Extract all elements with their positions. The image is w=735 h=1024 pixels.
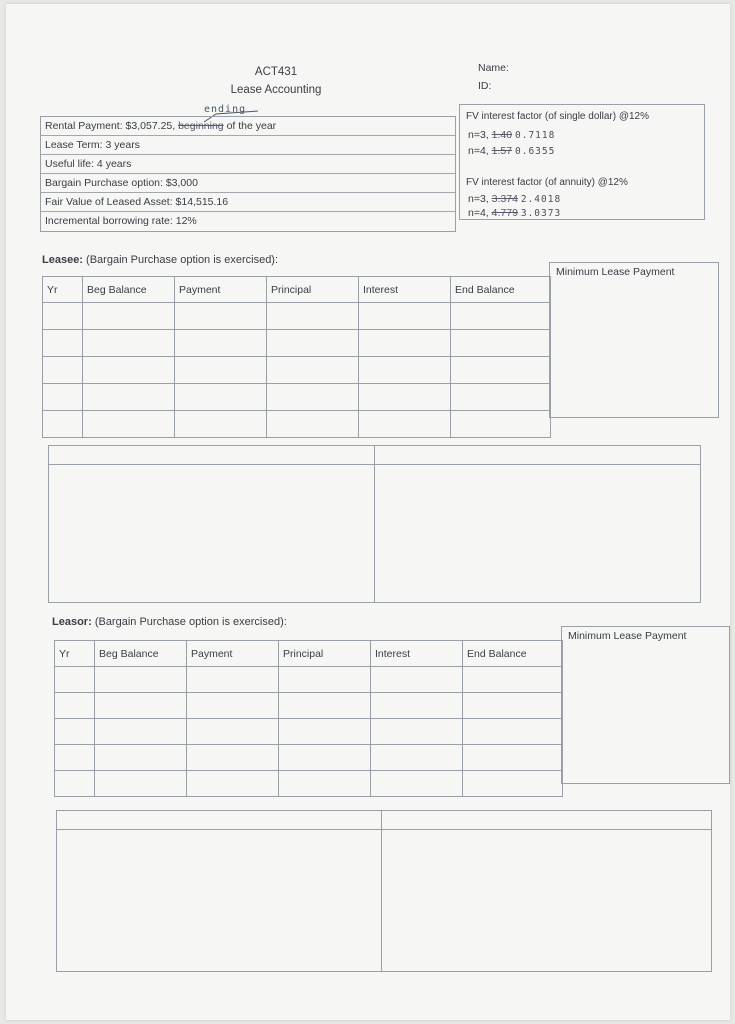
cell[interactable] xyxy=(359,384,451,411)
rental-payment-text: Rental Payment: $3,057.25, xyxy=(45,120,176,132)
col-payment: Payment xyxy=(175,277,267,303)
cell[interactable] xyxy=(55,667,95,693)
annuity-factor-title: FV interest factor (of annuity) @12% xyxy=(466,177,628,188)
cell[interactable] xyxy=(43,411,83,438)
notes-divider xyxy=(381,811,382,971)
struck-value: 1.57 xyxy=(491,145,513,157)
cell[interactable] xyxy=(43,330,83,357)
cell[interactable] xyxy=(187,771,279,797)
annuity-factor-n4 xyxy=(468,207,561,219)
rental-payment-row xyxy=(41,117,455,136)
lessee-mlp-box[interactable] xyxy=(549,262,719,418)
cell[interactable] xyxy=(451,384,551,411)
handwritten-correction: ending xyxy=(204,104,247,115)
cell[interactable] xyxy=(43,357,83,384)
cell[interactable] xyxy=(463,667,563,693)
table-row xyxy=(43,357,551,384)
col-beg-balance: Beg Balance xyxy=(95,641,187,667)
rental-suffix: of the year xyxy=(226,120,277,132)
cell[interactable] xyxy=(43,384,83,411)
handwritten-value: 0.7118 xyxy=(515,130,556,141)
cell[interactable] xyxy=(359,357,451,384)
col-interest: Interest xyxy=(371,641,463,667)
interest-factors-box xyxy=(459,104,705,220)
cell[interactable] xyxy=(279,667,371,693)
id-label: ID: xyxy=(478,80,492,92)
col-beg-balance: Beg Balance xyxy=(83,277,175,303)
cell[interactable] xyxy=(175,384,267,411)
cell[interactable] xyxy=(279,719,371,745)
lessor-mlp-box[interactable] xyxy=(561,626,730,784)
table-header-row xyxy=(55,641,563,667)
lessee-notes-box[interactable] xyxy=(48,445,701,603)
cell[interactable] xyxy=(175,303,267,330)
course-code: ACT431 xyxy=(254,66,298,78)
cell[interactable] xyxy=(83,411,175,438)
worksheet-topic: Lease Accounting xyxy=(230,84,322,96)
lease-info-box xyxy=(40,116,456,232)
cell[interactable] xyxy=(95,745,187,771)
col-payment: Payment xyxy=(187,641,279,667)
cell[interactable] xyxy=(187,719,279,745)
cell[interactable] xyxy=(267,330,359,357)
struck-beginning: beginning xyxy=(178,120,224,132)
fair-value-row: Fair Value of Leased Asset: $14,515.16 xyxy=(41,193,455,212)
annuity-factor-n3 xyxy=(468,193,561,205)
struck-value: 1.40 xyxy=(491,129,513,141)
cell[interactable] xyxy=(359,303,451,330)
cell[interactable] xyxy=(451,303,551,330)
cell[interactable] xyxy=(43,303,83,330)
lessee-label: Leasee: xyxy=(42,254,83,266)
cell[interactable] xyxy=(95,667,187,693)
cell[interactable] xyxy=(83,303,175,330)
cell[interactable] xyxy=(463,745,563,771)
lessor-label-rest: (Bargain Purchase option is exercised): xyxy=(94,616,287,628)
cell[interactable] xyxy=(279,693,371,719)
single-factor-n4 xyxy=(468,145,555,157)
cell[interactable] xyxy=(175,330,267,357)
cell[interactable] xyxy=(359,330,451,357)
single-factor-title: FV interest factor (of single dollar) @12% xyxy=(466,111,650,122)
notes-divider xyxy=(374,446,375,602)
col-interest: Interest xyxy=(359,277,451,303)
table-row xyxy=(55,693,563,719)
cell[interactable] xyxy=(279,745,371,771)
borrowing-rate-row: Incremental borrowing rate: 12% xyxy=(45,215,197,227)
cell[interactable] xyxy=(55,771,95,797)
table-row xyxy=(55,667,563,693)
col-yr: Yr xyxy=(43,277,83,303)
cell[interactable] xyxy=(359,411,451,438)
cell[interactable] xyxy=(451,411,551,438)
single-factor-n3 xyxy=(468,129,555,141)
struck-value: 4.779 xyxy=(491,207,518,219)
cell[interactable] xyxy=(451,357,551,384)
notes-header-strip xyxy=(57,811,711,830)
lessee-schedule-table xyxy=(42,276,551,438)
cell[interactable] xyxy=(83,384,175,411)
cell[interactable] xyxy=(267,303,359,330)
cell[interactable] xyxy=(279,771,371,797)
lessor-section-label xyxy=(52,616,287,628)
table-row xyxy=(43,411,551,438)
lease-term-row: Lease Term: 3 years xyxy=(41,136,455,155)
cell[interactable] xyxy=(371,693,463,719)
col-principal: Principal xyxy=(279,641,371,667)
col-yr: Yr xyxy=(55,641,95,667)
table-header-row xyxy=(43,277,551,303)
cell[interactable] xyxy=(463,693,563,719)
bargain-option-row: Bargain Purchase option: $3,000 xyxy=(41,174,455,193)
n-label: n=4, xyxy=(468,145,489,157)
cell[interactable] xyxy=(175,357,267,384)
handwritten-value: 0.6355 xyxy=(515,146,556,157)
worksheet-page xyxy=(6,4,730,1020)
lessee-label-rest: (Bargain Purchase option is exercised): xyxy=(86,254,279,266)
n-label: n=3, xyxy=(468,129,489,141)
lessee-section-label xyxy=(42,254,278,266)
cell[interactable] xyxy=(95,771,187,797)
cell[interactable] xyxy=(83,357,175,384)
cell[interactable] xyxy=(267,384,359,411)
table-row xyxy=(43,303,551,330)
cell[interactable] xyxy=(55,693,95,719)
table-row xyxy=(43,330,551,357)
n-label: n=4, xyxy=(468,207,489,219)
mlp-label: Minimum Lease Payment xyxy=(568,630,687,642)
table-row xyxy=(55,745,563,771)
useful-life-row: Useful life: 4 years xyxy=(41,155,455,174)
cell[interactable] xyxy=(267,357,359,384)
cell[interactable] xyxy=(451,330,551,357)
struck-value: 3.374 xyxy=(491,193,518,205)
cell[interactable] xyxy=(267,411,359,438)
table-row xyxy=(43,384,551,411)
cell[interactable] xyxy=(95,719,187,745)
cell[interactable] xyxy=(371,745,463,771)
cell[interactable] xyxy=(187,667,279,693)
cell[interactable] xyxy=(463,771,563,797)
table-row xyxy=(55,771,563,797)
cell[interactable] xyxy=(83,330,175,357)
col-end-balance: End Balance xyxy=(463,641,563,667)
table-row xyxy=(55,719,563,745)
cell[interactable] xyxy=(187,693,279,719)
cell[interactable] xyxy=(187,745,279,771)
col-principal: Principal xyxy=(267,277,359,303)
cell[interactable] xyxy=(55,745,95,771)
cell[interactable] xyxy=(371,771,463,797)
cell[interactable] xyxy=(175,411,267,438)
mlp-label: Minimum Lease Payment xyxy=(556,266,675,278)
cell[interactable] xyxy=(55,719,95,745)
col-end-balance: End Balance xyxy=(451,277,551,303)
cell[interactable] xyxy=(463,719,563,745)
lessor-notes-box[interactable] xyxy=(56,810,712,972)
lessor-schedule-table xyxy=(54,640,563,797)
handwritten-value: 3.0373 xyxy=(520,208,562,219)
cell[interactable] xyxy=(371,719,463,745)
cell[interactable] xyxy=(371,667,463,693)
handwritten-value: 2.4018 xyxy=(520,194,562,205)
name-label: Name: xyxy=(478,62,509,74)
n-label: n=3, xyxy=(468,193,489,205)
cell[interactable] xyxy=(95,693,187,719)
lessor-label: Leasor: xyxy=(52,616,92,628)
